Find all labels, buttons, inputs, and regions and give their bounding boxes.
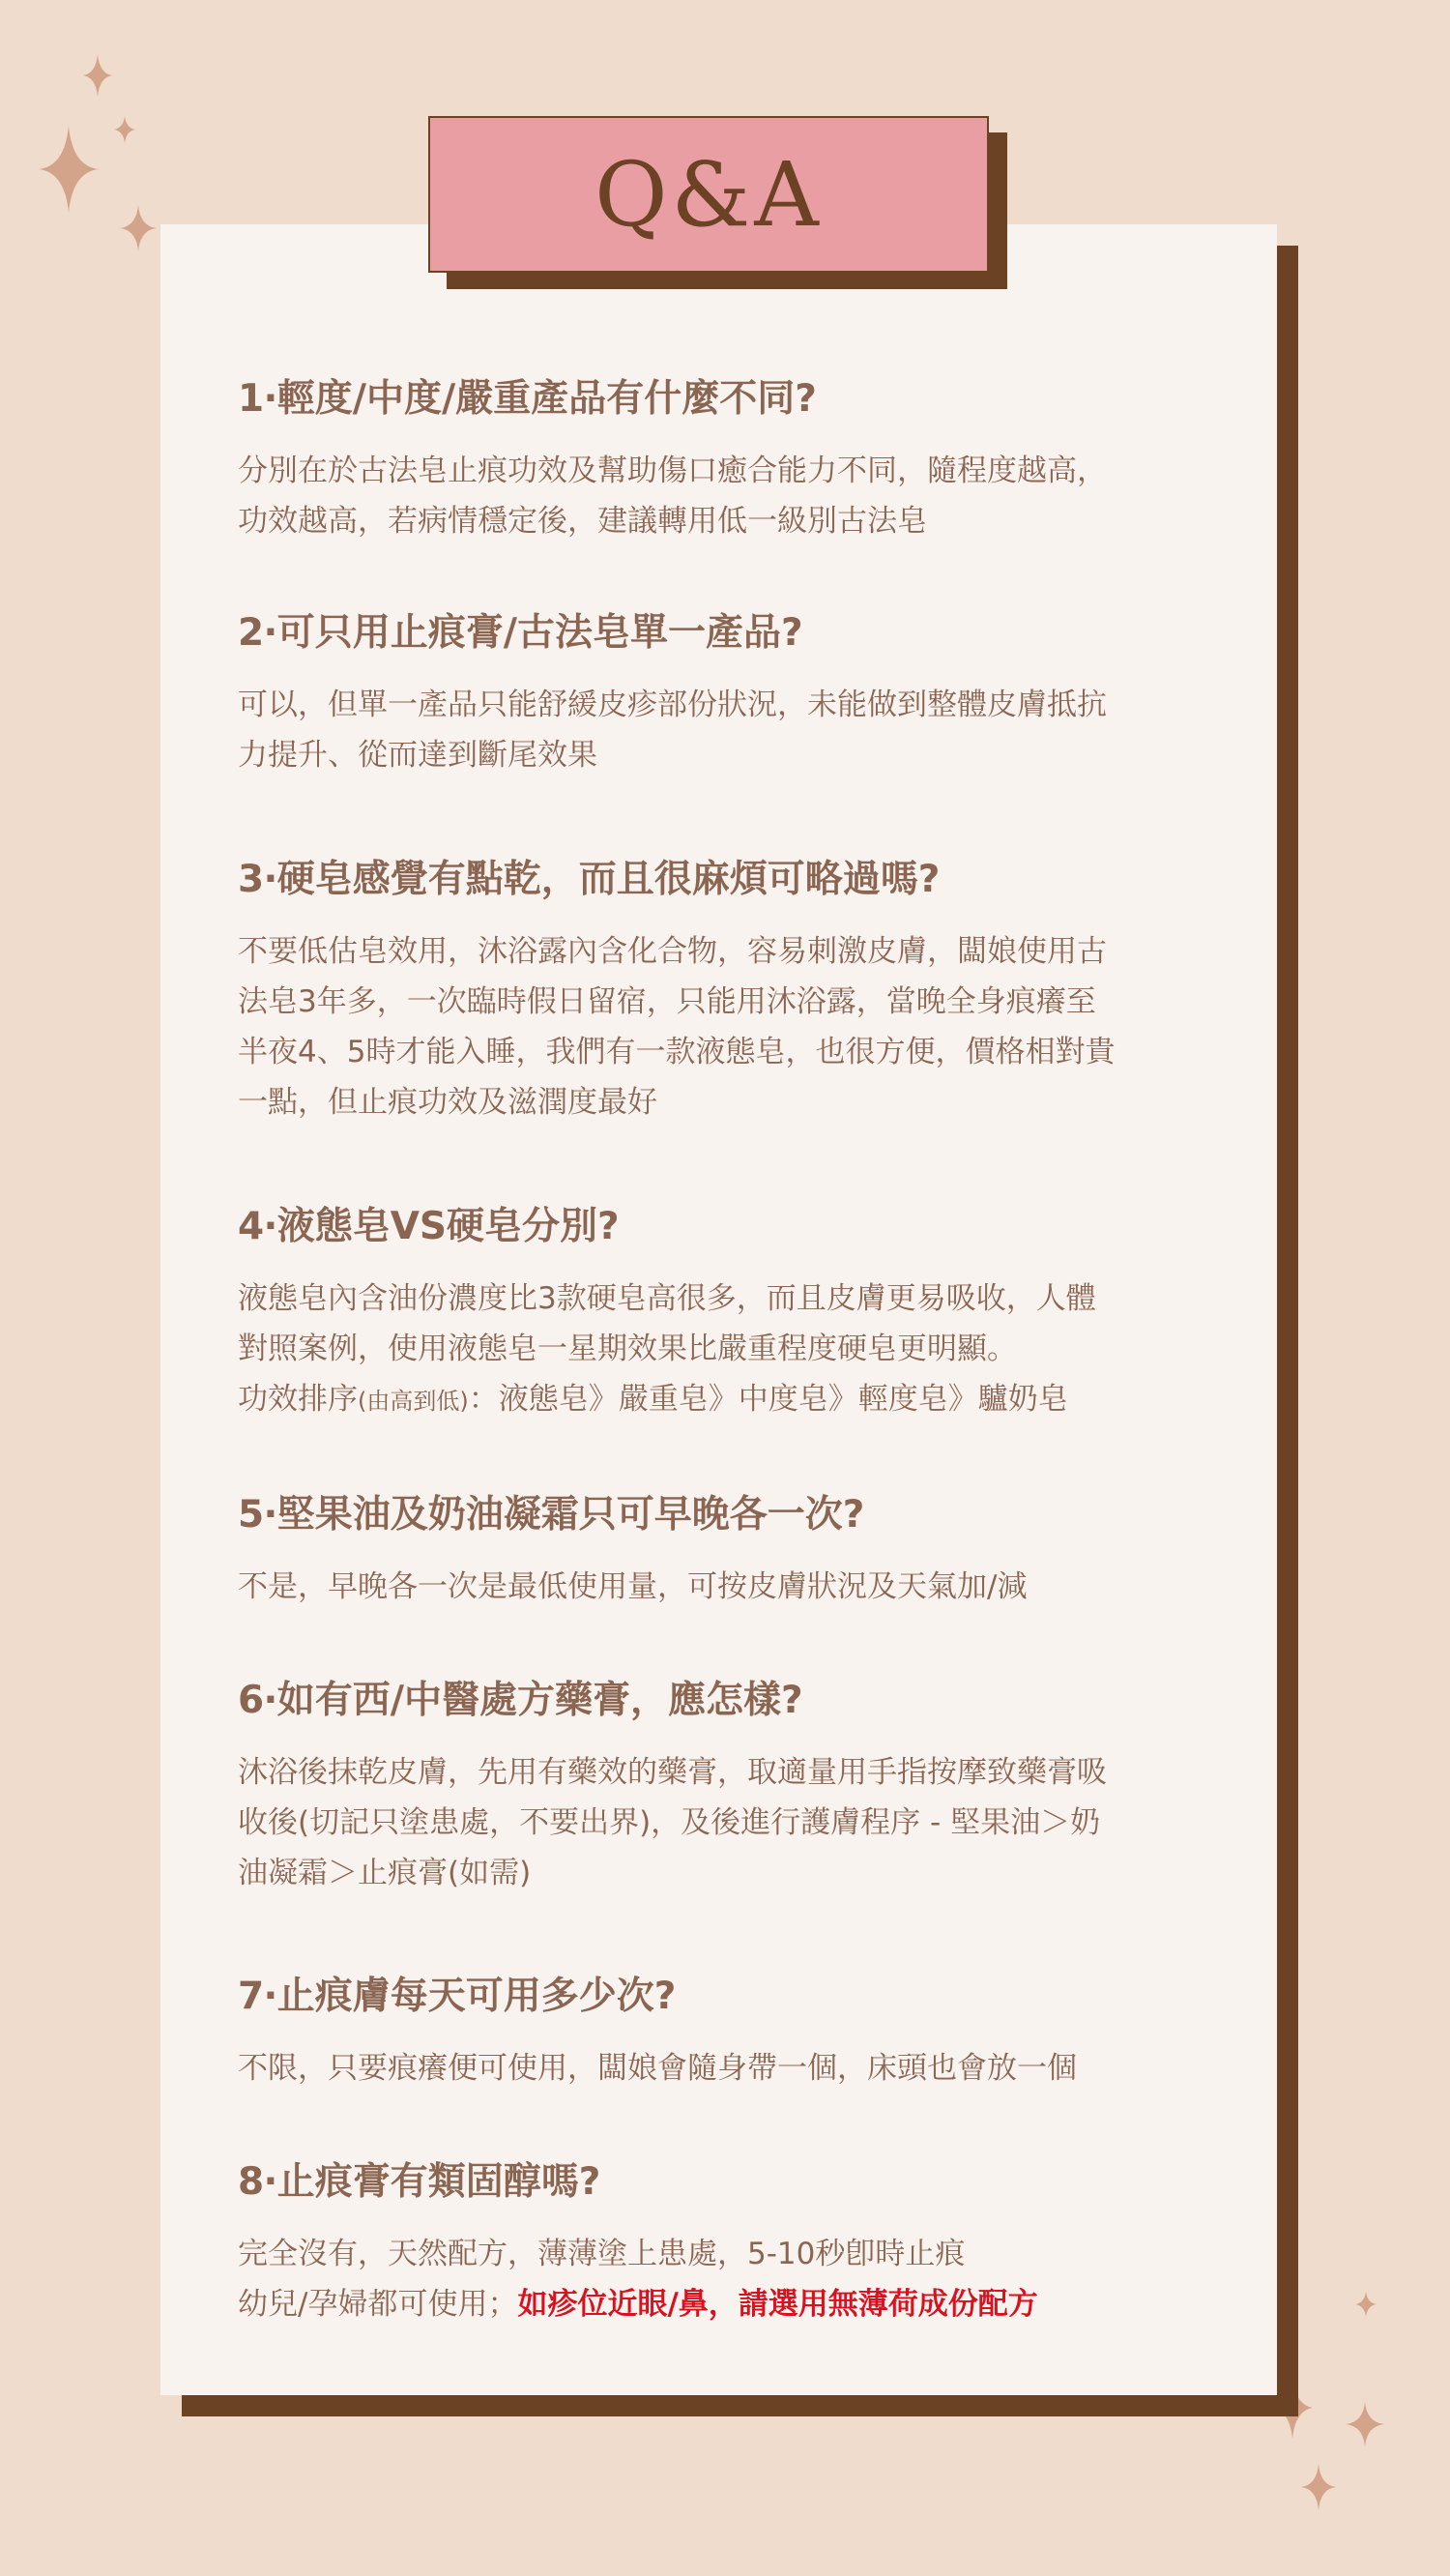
answer-2: 可以，但單一產品只能舒緩皮疹部份狀況，未能做到整體皮膚抵抗 力提升、從而達到斷尾效果 [238, 687, 1107, 773]
question-7: 7‧止痕膚每天可用多少次? [238, 1975, 677, 2018]
qa-item-5 [238, 1491, 1243, 1612]
page-title: Q&A [594, 142, 823, 247]
question-3: 3‧硬皂感覺有點乾，而且很麻煩可略過嗎? [238, 858, 941, 901]
sparkle-icon [1301, 2464, 1336, 2510]
qa-item-8 [238, 2158, 1243, 2329]
qa-item-7 [238, 1973, 1243, 2093]
question-8: 8‧止痕膏有類固醇嗎? [238, 2160, 601, 2204]
qa-item-1 [238, 375, 1243, 546]
sparkle-icon [114, 116, 135, 143]
sparkle-icon [1355, 2292, 1377, 2317]
highlight-warning: 如疹位近眼/鼻，請選用無薄荷成份配方 [517, 2286, 1038, 2322]
qa-item-4 [238, 1203, 1243, 1426]
qa-item-3 [238, 856, 1243, 1127]
question-2: 2‧可只用止痕膏/古法皂單一產品? [238, 611, 803, 655]
question-6: 6‧如有西/中醫處方藥膏，應怎樣? [238, 1679, 803, 1722]
sparkle-icon [39, 126, 99, 213]
answer-7: 不限，只要痕癢便可使用，闆娘會隨身帶一個，床頭也會放一個 [238, 2050, 1077, 2086]
answer-6: 沐浴後抹乾皮膚，先用有藥效的藥膏，取適量用手指按摩致藥膏吸 收後(切記只塗患處，不要出界)，及後進行護膚程序 - 堅果油＞奶 油凝霜＞止痕膏(如需) [238, 1754, 1107, 1890]
sparkle-icon [1346, 2402, 1384, 2446]
answer-8: 完全沒有，天然配方，薄薄塗上患處，5-10秒卽時止痕 幼兒/孕婦都可使用；如疹位近眼/鼻，請選用無薄荷成份配方 [238, 2236, 1038, 2322]
title-banner [428, 116, 989, 273]
question-4: 4‧液態皂VS硬皂分別? [238, 1205, 620, 1248]
sparkle-icon [83, 54, 112, 97]
answer-1: 分別在於古法皂止痕功效及幫助傷口癒合能力不同，隨程度越高， 功效越高，若病情穩定後，建議轉用低一級別古法皂 [238, 453, 1107, 539]
question-1: 1‧輕度/中度/嚴重產品有什麼不同? [238, 377, 817, 421]
qa-item-2 [238, 609, 1243, 780]
question-5: 5‧堅果油及奶油凝霜只可早晚各一次? [238, 1493, 865, 1537]
qa-item-6 [238, 1677, 1243, 1898]
answer-3: 不要低估皂效用，沐浴露內含化合物，容易刺激皮膚，闆娘使用古 法皂3年多，一次臨時假日留宿，只能用沐浴露，當晚全身痕癢至 半夜4、5時才能入睡，我們有一款液態皂，也很方便，價格相對貴 一點，但止痕功效及滋潤度最好 [238, 933, 1116, 1120]
answer-5: 不是，早晚各一次是最低使用量，可按皮膚狀況及天氣加/減 [238, 1568, 1028, 1604]
sparkle-icon [120, 205, 157, 251]
answer-4: 液態皂內含油份濃度比3款硬皂高很多，而且皮膚更易吸收，人體 對照案例，使用液態皂一星期效果比嚴重程度硬皂更明顯。 功效排序(由高到低)：液態皂》嚴重皂》中度皂》輕度皂》驢奶皂 [238, 1280, 1096, 1417]
